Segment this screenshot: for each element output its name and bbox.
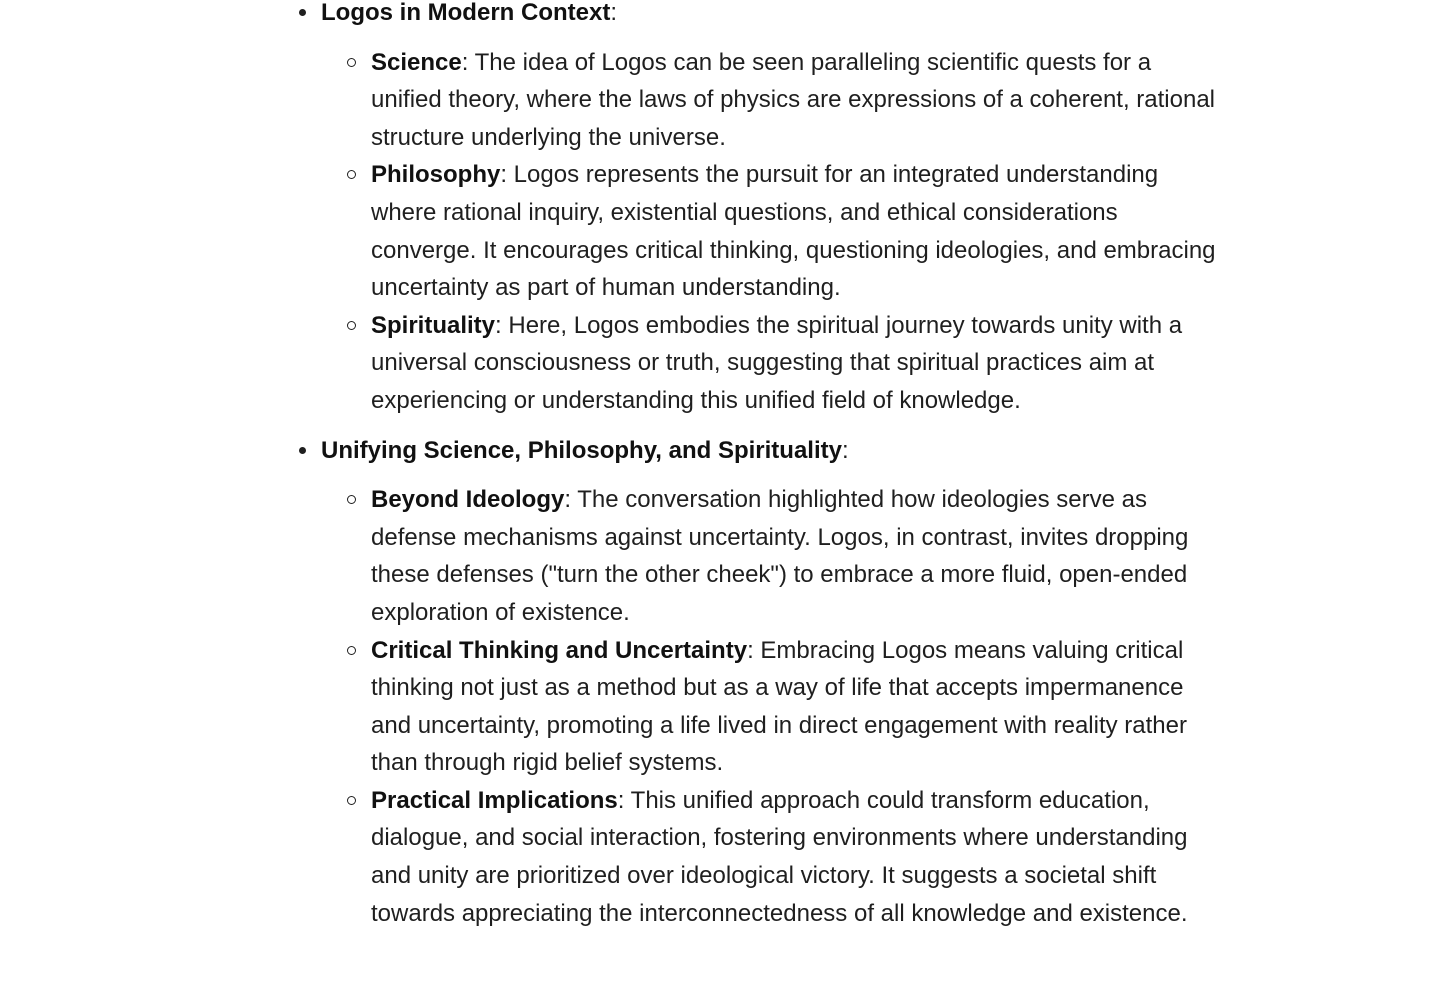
circle-bullet-icon	[347, 321, 356, 330]
item-term: Critical Thinking and Uncertainty	[371, 636, 748, 664]
item-term: Beyond Ideology	[371, 486, 565, 514]
circle-bullet-icon	[347, 170, 356, 179]
section-heading: Logos in Modern Context	[321, 0, 611, 26]
heading-colon: :	[841, 436, 849, 464]
disc-bullet-icon	[299, 9, 306, 16]
sub-list	[321, 44, 1221, 420]
item-text: : Embracing Logos means valuing critical thinking not just as a method but as a way of life that accepts impermanence and uncertainty, promoting a life lived in direct engagement with reality rather than through rigid belief systems.	[371, 636, 1187, 777]
item-term: Science	[371, 48, 462, 76]
item-text: : This unified approach could transform education, dialogue, and social interaction, fostering environments where understanding and unity are prioritized over ideological victory. It suggests a societal shift towards appreciating the interconnectedness of all knowledge and existence.	[371, 786, 1188, 927]
circle-bullet-icon	[347, 796, 356, 805]
section-heading: Unifying Science, Philosophy, and Spirituality	[321, 436, 842, 464]
section-logos-modern-context	[321, 0, 1221, 420]
list-item-science	[371, 44, 1221, 157]
item-text: : The conversation highlighted how ideologies serve as defense mechanisms against uncertainty. Logos, in contrast, invites dropping these defenses ("turn the other cheek") to embrace a more fluid, open-ended exploration of existence.	[371, 486, 1189, 626]
circle-bullet-icon	[347, 495, 356, 504]
item-term: Spirituality	[371, 311, 496, 339]
section-unifying	[321, 432, 1221, 933]
item-text: : Here, Logos embodies the spiritual journey towards unity with a universal consciousness or truth, suggesting that spiritual practices aim at experiencing or understanding this unified field of knowledge.	[371, 311, 1183, 414]
item-term: Practical Implications	[371, 786, 618, 814]
item-term: Philosophy	[371, 161, 501, 189]
list-item-practical-implications	[371, 782, 1221, 932]
heading-colon: :	[610, 0, 617, 26]
list-item-critical-thinking	[371, 632, 1221, 782]
item-text: : The idea of Logos can be seen paralleling scientific quests for a unified theory, where the laws of physics are expressions of a coherent, rational structure underlying the universe.	[371, 48, 1216, 151]
list-item-beyond-ideology	[371, 481, 1221, 631]
list-item-spirituality	[371, 307, 1221, 420]
circle-bullet-icon	[347, 646, 356, 655]
circle-bullet-icon	[347, 58, 356, 67]
disc-bullet-icon	[299, 447, 306, 454]
list-item-philosophy	[371, 156, 1221, 306]
sub-list	[321, 481, 1221, 932]
item-text: : Logos represents the pursuit for an integrated understanding where rational inquiry, existential questions, and ethical considerations converge. It encourages critical thinking, questioning ideologies, and embracing uncertainty as part of human understanding.	[371, 161, 1216, 302]
